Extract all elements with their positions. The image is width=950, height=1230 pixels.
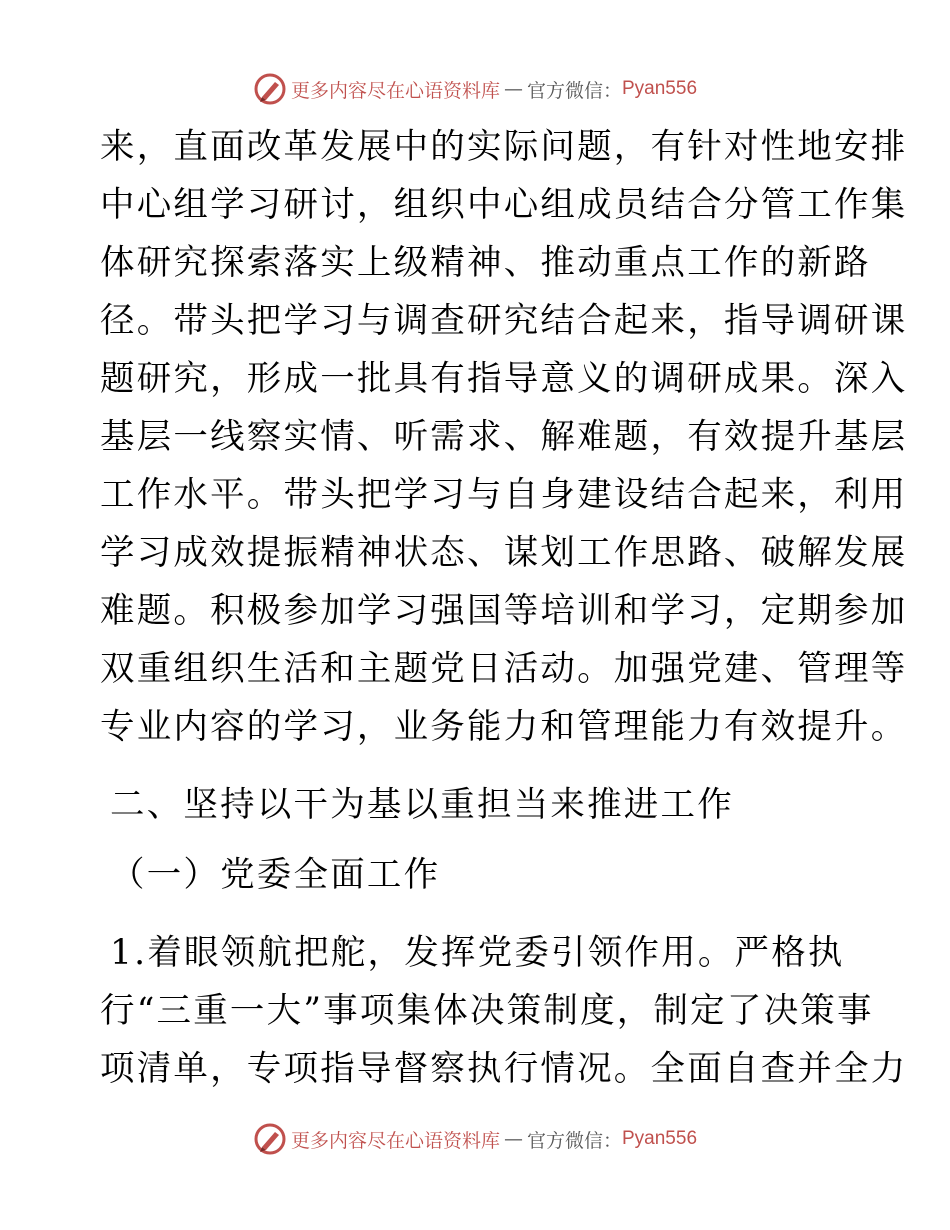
text-line: 来，直面改革发展中的实际问题，有针对性地安排 <box>100 127 908 167</box>
text-line: 双重组织生活和主题党日活动。加强党建、管理等 <box>100 649 908 689</box>
text-line: 行“三重一大”事项集体决策制度，制定了决策事 <box>100 991 874 1031</box>
subsection-heading: （一）党委全面工作 <box>110 855 441 895</box>
pen-logo-icon <box>253 1122 287 1156</box>
banner-wechat-label: 官方微信： <box>526 1129 622 1152</box>
text-line: 中心组学习研讨，组织中心组成员结合分管工作集 <box>100 185 908 225</box>
banner-text: 更多内容尽在心语资料库 <box>290 1129 500 1152</box>
banner-separator: — <box>503 1128 523 1150</box>
banner-wechat-label: 官方微信： <box>526 79 622 102</box>
watermark-banner-top <box>0 72 950 106</box>
text-line: 学习成效提振精神状态、谋划工作思路、破解发展 <box>100 533 908 573</box>
banner-separator: — <box>503 78 523 100</box>
text-line: 难题。积极参加学习强国等培训和学习，定期参加 <box>100 591 908 631</box>
pen-logo-icon <box>253 72 287 106</box>
text-line: 体研究探索落实上级精神、推动重点工作的新路 <box>100 243 871 283</box>
banner-wechat-id: Pyan556 <box>622 78 698 99</box>
text-line: 专业内容的学习，业务能力和管理能力有效提升。 <box>100 707 908 747</box>
text-line: 题研究，形成一批具有指导意义的调研成果。深入 <box>100 359 908 399</box>
text-line: 径。带头把学习与调查研究结合起来，指导调研课 <box>100 301 908 341</box>
section-heading: 二、坚持以干为基以重担当来推进工作 <box>110 785 734 825</box>
watermark-banner-bottom <box>0 1122 950 1156</box>
text-line: 项清单，专项指导督察执行情况。全面自查并全力 <box>100 1049 908 1089</box>
text-line: 基层一线察实情、听需求、解难题，有效提升基层 <box>100 417 908 457</box>
banner-text: 更多内容尽在心语资料库 <box>290 79 500 102</box>
banner-wechat-id: Pyan556 <box>622 1128 698 1149</box>
text-line: 工作水平。带头把学习与自身建设结合起来，利用 <box>100 475 908 515</box>
text-line: 1.着眼领航把舵，发挥党委引领作用。严格执 <box>110 933 845 973</box>
